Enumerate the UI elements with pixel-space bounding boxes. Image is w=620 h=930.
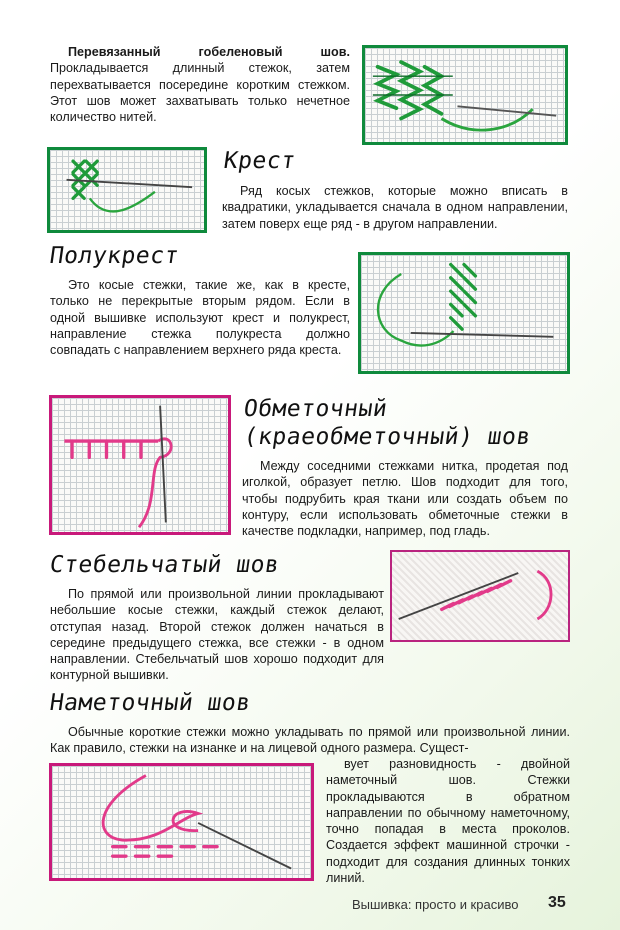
- overcast-text: Между соседними стежками нитка, продетая под иголкой, образует петлю. Шов подходит для того, чтобы подрубить края ткани или создать объем по контуру, если использовать обметочные стежки в качестве подкладки, например, под гладь.: [242, 459, 568, 539]
- stem-stitch-photo: [390, 550, 570, 642]
- embroidery-photo: [361, 255, 567, 371]
- book-title: Вышивка: просто и красиво: [352, 897, 519, 912]
- cross-text: Ряд косых стежков, которые можно вписать в квадратики, укладывается сначала в одном направлении, затем поверх еще ряд - в другом направлении.: [222, 184, 568, 231]
- running-text-top: Обычные короткие стежки можно укладывать по прямой или произвольной линии. Как правило, стежки на изнанке и на лицевой одного размера. Сущест-: [50, 725, 570, 756]
- halfcross-stitch-photo: [358, 252, 570, 374]
- stem-heading: Стебельчатый шов: [48, 552, 282, 578]
- tapestry-text: Прокладывается длинный стежок, затем перехватывается посередине коротким стежком. Этот шов может захватывать только нечетное количество нитей.: [50, 61, 350, 125]
- stem-text: По прямой или произвольной линии прокладывают небольшие косые стежки, каждый стежок делают, отступая назад. Второй стежок должен начаться в середине предыдущего стежка, все стежки - в одном направлении. Стебельчатый шов хорошо подходит для контурной вышивки.: [50, 587, 384, 683]
- cross-stitch-photo: [47, 147, 207, 233]
- embroidery-photo: [50, 150, 204, 230]
- halfcross-text: Это косые стежки, такие же, как в кресте, только не перекрытые вторым рядом. Если в одной вышивке используют крест и полукрест, направление стежка полукреста должно совпадать с направлением верхнего ряда креста.: [50, 278, 350, 358]
- embroidery-photo: [52, 398, 228, 532]
- tapestry-title: Перевязанный гобеленовый шов.: [68, 45, 350, 59]
- halfcross-heading: Полукрест: [48, 243, 181, 269]
- embroidery-photo: [52, 766, 311, 878]
- overcast-heading-line1: Обметочный: [242, 396, 390, 422]
- tapestry-stitch-photo: [362, 45, 568, 145]
- running-heading: Наметочный шов: [48, 690, 253, 716]
- running-text-side: вует разновидность - двойной наметочный шов. Стежки прокладываются в обратном направлении по обычному наметочному, точно попадая в места проколов. Создается эффект машинной строчки - подходит для создания длинных тонких линий.: [326, 757, 570, 886]
- embroidery-photo: [392, 552, 568, 640]
- tapestry-paragraph: [50, 44, 350, 125]
- cross-heading: Крест: [222, 148, 298, 174]
- overcast-stitch-photo: [49, 395, 231, 535]
- page-number: 35: [548, 894, 566, 911]
- overcast-heading-line2: (краеобметочный) шов: [242, 424, 533, 450]
- running-stitch-photo: [49, 763, 314, 881]
- embroidery-photo: [365, 48, 565, 142]
